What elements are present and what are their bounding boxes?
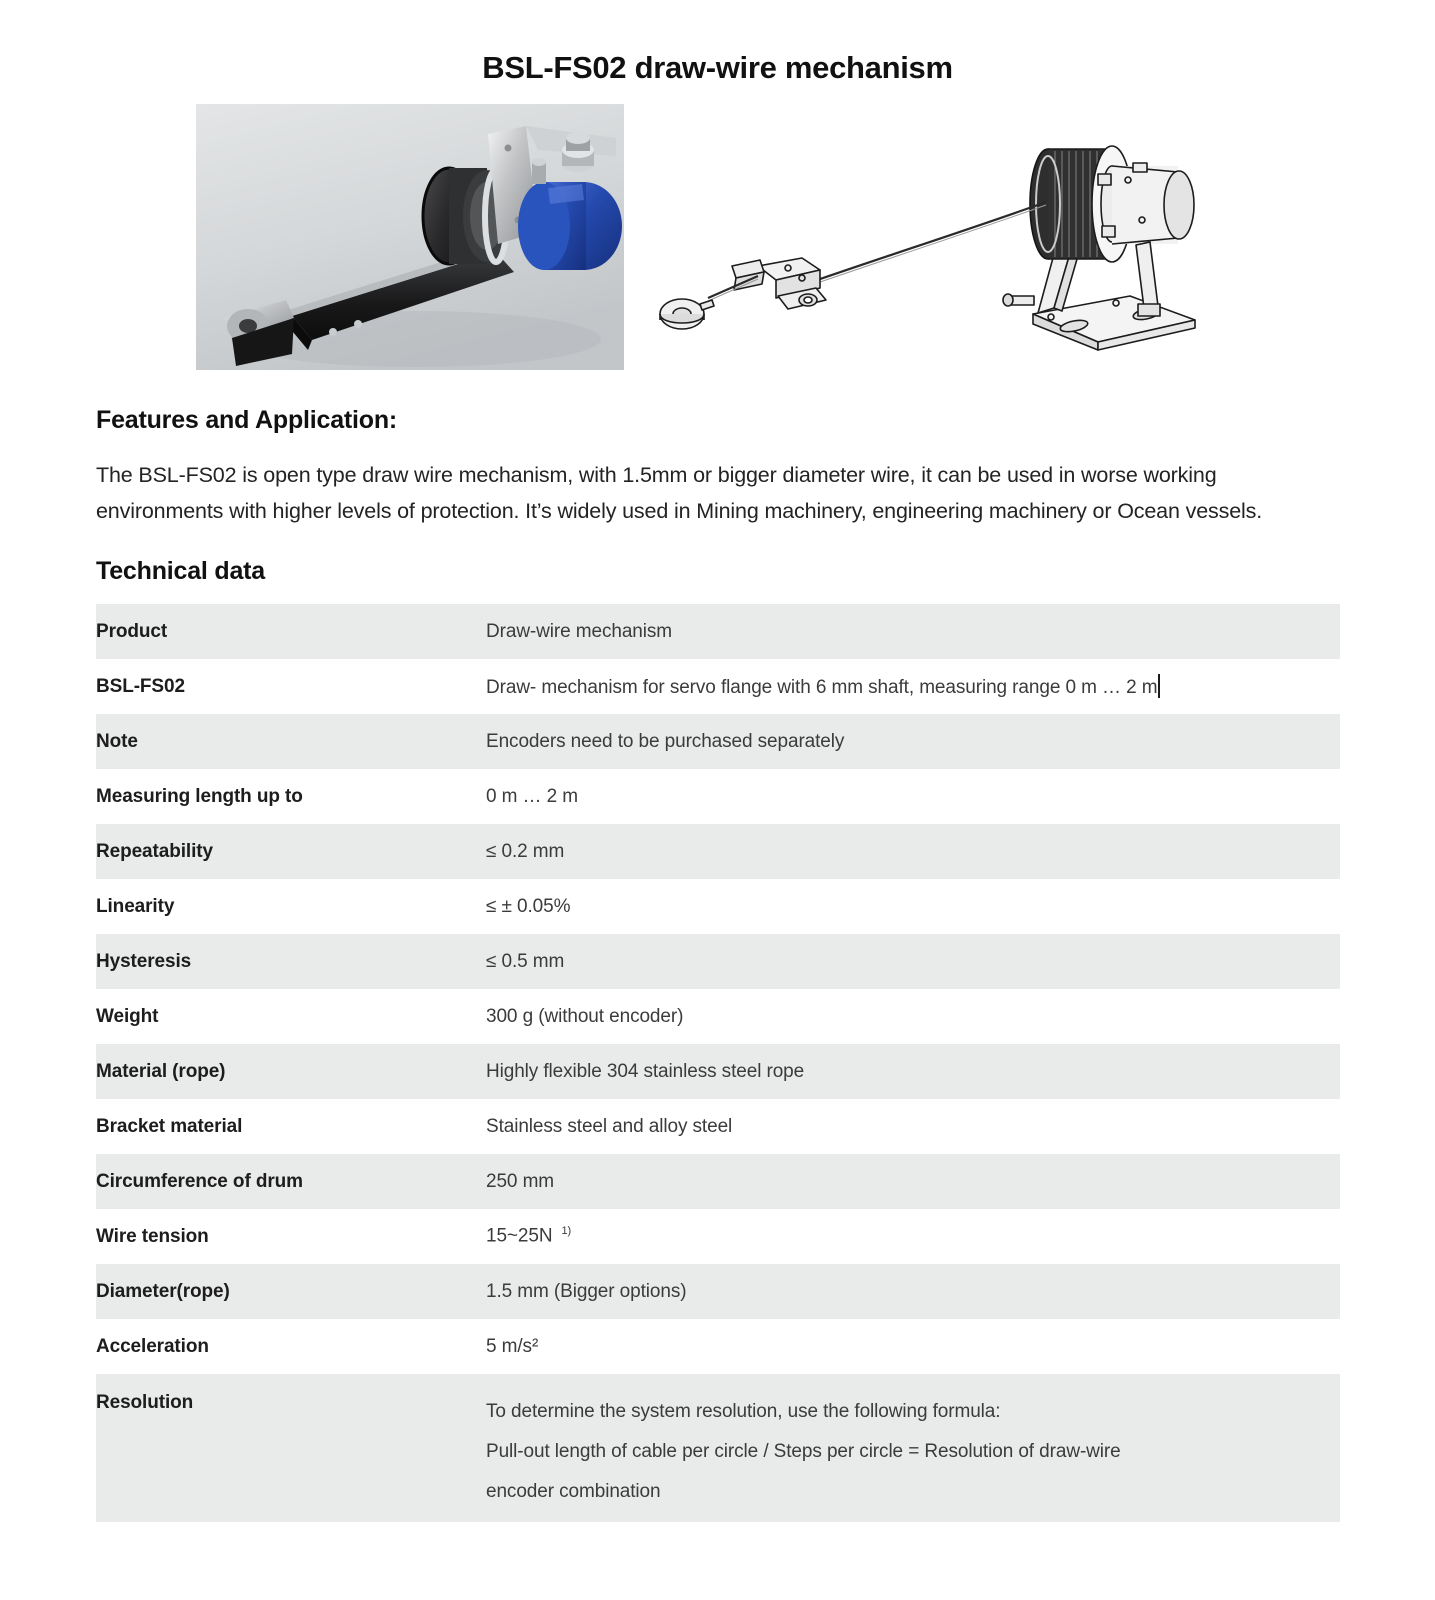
spec-value-text: Highly flexible 304 stainless steel rope — [486, 1060, 805, 1082]
spec-label: Linearity — [96, 895, 175, 917]
spec-value-line: Pull-out length of cable per circle / Steps per circle = Resolution of draw-wire — [486, 1441, 1121, 1462]
table-row — [96, 879, 1340, 934]
spec-value-text: ≤ ± 0.05% — [486, 895, 571, 917]
spec-value — [486, 1044, 1340, 1099]
features-paragraph: The BSL-FS02 is open type draw wire mechanism, with 1.5mm or bigger diameter wire, it can be used in worse working environments with higher levels of protection. It’s widely used in Mining machinery, engineering machinery or Ocean vessels. — [96, 463, 1263, 523]
spec-label: Diameter(rope) — [96, 1280, 230, 1302]
spec-value — [486, 1264, 1340, 1319]
spec-label: Product — [96, 620, 168, 642]
table-row — [96, 659, 1340, 714]
spec-value — [486, 714, 1340, 769]
table-row — [96, 1319, 1340, 1374]
figure-row — [0, 104, 1435, 384]
text-cursor — [1158, 674, 1160, 698]
spec-value-text: ≤ 0.2 mm — [486, 840, 565, 862]
spec-label: Resolution — [96, 1392, 194, 1413]
spec-value-text: Draw-wire mechanism — [486, 620, 673, 642]
features-heading: Features and Application: — [96, 406, 398, 434]
spec-value — [486, 769, 1340, 824]
table-row — [96, 769, 1340, 824]
table-row — [96, 1099, 1340, 1154]
spec-label: Measuring length up to — [96, 785, 303, 807]
table-row — [96, 824, 1340, 879]
spec-label: Acceleration — [96, 1335, 209, 1357]
table-row — [96, 934, 1340, 989]
spec-value — [486, 659, 1340, 714]
spec-value — [486, 824, 1340, 879]
spec-label: Bracket material — [96, 1115, 243, 1137]
spec-value-text: ≤ 0.5 mm — [486, 950, 565, 972]
spec-value-text: Stainless steel and alloy steel — [486, 1115, 733, 1137]
spec-value-line: To determine the system resolution, use the following formula: — [486, 1401, 1001, 1422]
spec-label: Note — [96, 730, 138, 752]
table-row — [96, 1154, 1340, 1209]
spec-value — [486, 1209, 1340, 1264]
spec-value-text: 300 g (without encoder) — [486, 1005, 684, 1027]
spec-value — [486, 934, 1340, 989]
spec-value — [486, 604, 1340, 659]
table-row — [96, 1264, 1340, 1319]
page-title: BSL-FS02 draw-wire mechanism — [482, 50, 953, 85]
spec-value-line: encoder combination — [486, 1481, 661, 1502]
spec-value — [486, 1154, 1340, 1209]
spec-value-text: Draw- mechanism for servo flange with 6 mm shaft, measuring range 0 m … 2 m — [486, 677, 1158, 698]
spec-label: Circumference of drum — [96, 1170, 303, 1192]
spec-label: BSL-FS02 — [96, 675, 185, 697]
spec-label: Wire tension — [96, 1225, 209, 1247]
spec-value — [486, 1319, 1340, 1374]
spec-value — [486, 1099, 1340, 1154]
spec-value-text: 5 m/s² — [486, 1335, 539, 1357]
spec-value-text: 0 m … 2 m — [486, 785, 579, 807]
spec-value — [486, 1374, 1340, 1522]
spec-value-text: 15~25N — [486, 1225, 553, 1247]
table-row — [96, 604, 1340, 659]
spec-label: Hysteresis — [96, 950, 192, 972]
spec-value — [486, 989, 1340, 1044]
spec-value-text: 250 mm — [486, 1170, 555, 1192]
table-row — [96, 1209, 1340, 1264]
spec-label: Weight — [96, 1005, 159, 1027]
product-photograph — [196, 104, 624, 370]
table-row — [96, 989, 1340, 1044]
table-row — [96, 1044, 1340, 1099]
spec-value — [486, 879, 1340, 934]
table-row — [96, 714, 1340, 769]
technical-line-drawing — [650, 108, 1210, 366]
spec-label: Repeatability — [96, 840, 213, 862]
spec-label: Material (rope) — [96, 1060, 226, 1082]
table-row — [96, 1374, 1340, 1522]
technical-data-table — [96, 604, 1340, 1522]
spec-value-text: 1.5 mm (Bigger options) — [486, 1280, 687, 1302]
footnote-marker: 1) — [561, 1225, 572, 1238]
spec-value-text: Encoders need to be purchased separately — [486, 730, 845, 752]
technical-data-heading: Technical data — [96, 557, 266, 585]
